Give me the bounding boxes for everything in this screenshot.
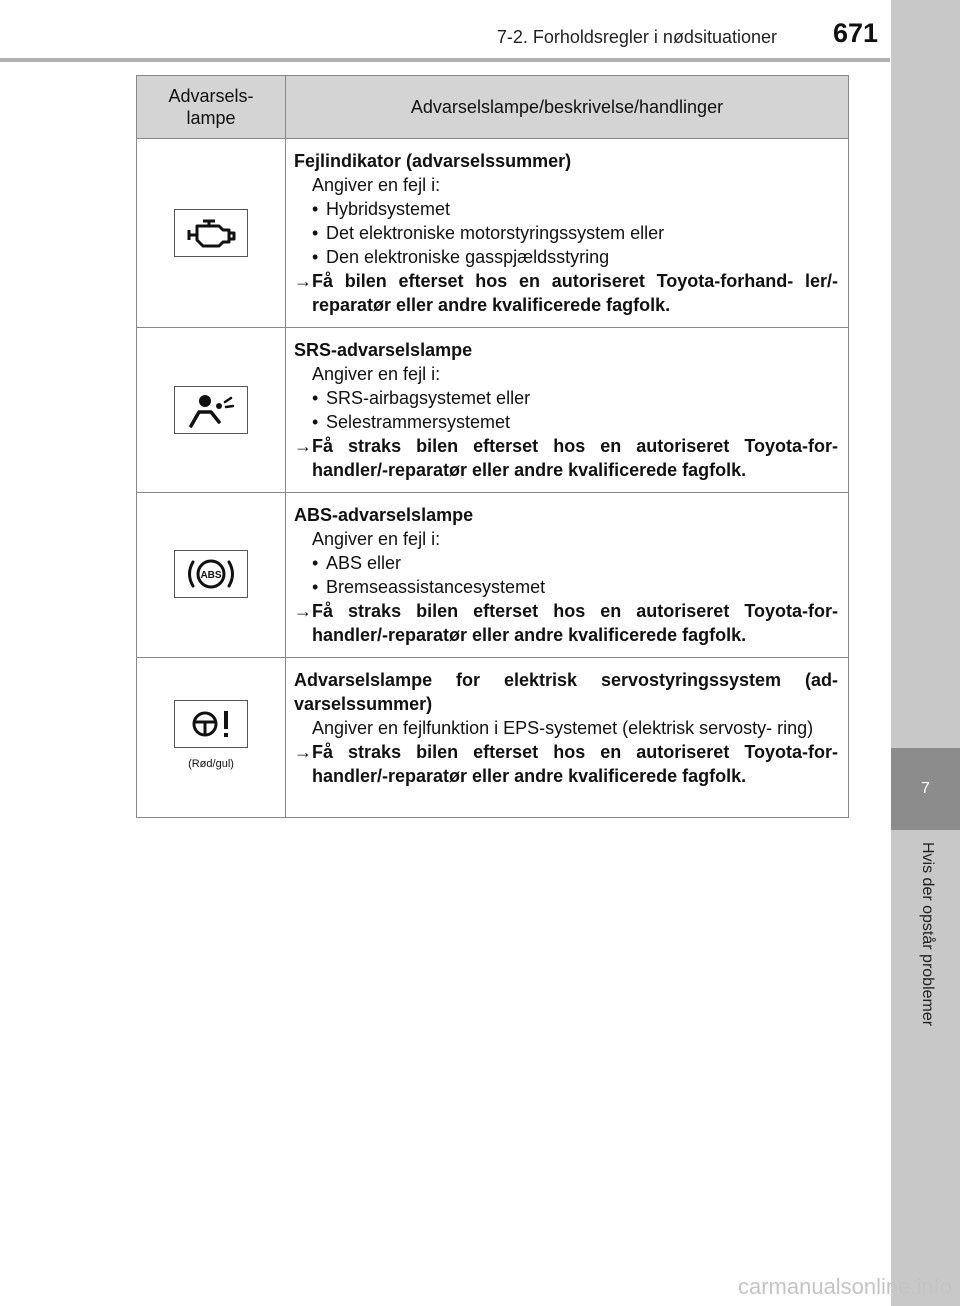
lamp-intro: Angiver en fejl i: xyxy=(312,175,441,195)
power-steering-icon xyxy=(174,700,248,748)
lamp-icon-cell xyxy=(137,328,286,493)
lamp-description-cell xyxy=(286,328,849,493)
lamp-title: Fejlindikator (advarselssummer) xyxy=(294,151,572,171)
lamp-description-cell xyxy=(286,658,849,818)
chapter-title: Hvis der opstår problemer xyxy=(919,842,936,1027)
chapter-sidebar xyxy=(891,0,960,1306)
section-title: 7-2. Forholdsregler i nødsituationer xyxy=(496,27,777,47)
list-item: • Bremseassistancesystemet xyxy=(312,577,546,597)
srs-airbag-icon xyxy=(174,386,248,434)
arrow-icon: → xyxy=(294,601,312,621)
arrow-icon: → xyxy=(294,742,312,762)
chapter-number: 7 xyxy=(921,780,930,797)
table-row xyxy=(137,493,849,658)
lamp-description-cell xyxy=(286,139,849,328)
lamp-icon-cell xyxy=(137,658,286,818)
list-item: • Det elektroniske motorstyringssystem eller xyxy=(312,223,665,243)
lamp-action: →Få straks bilen efterset hos en autoriseret Toyota-for- handler/-reparatør eller andre kvalificerede fagfolk. xyxy=(294,601,838,645)
list-item: • ABS eller xyxy=(312,553,402,573)
abs-icon xyxy=(174,550,248,598)
list-item: • SRS-airbagsystemet eller xyxy=(312,388,531,408)
lamp-intro: Angiver en fejlfunktion i EPS-systemet (elektrisk servosty- ring) xyxy=(312,718,814,738)
header-description-column: Advarselslampe/beskrivelse/handlinger xyxy=(286,76,849,139)
lamp-description-cell xyxy=(286,493,849,658)
table-row xyxy=(137,139,849,328)
svg-text:ABS: ABS xyxy=(200,570,222,581)
chapter-number-tab[interactable] xyxy=(891,748,960,830)
lamp-icon-cell xyxy=(137,139,286,328)
lamp-action: →Få straks bilen efterset hos en autoriseret Toyota-for- handler/-reparatør eller andre kvalificerede fagfolk. xyxy=(294,742,838,786)
lamp-action: →Få bilen efterset hos en autoriseret Toyota-forhand- ler/-reparatør eller andre kvalificerede fagfolk. xyxy=(294,271,838,315)
lamp-intro: Angiver en fejl i: xyxy=(312,364,441,384)
lamp-title: ABS-advarselslampe xyxy=(294,505,474,525)
lamp-intro: Angiver en fejl i: xyxy=(312,529,441,549)
list-item: • Hybridsystemet xyxy=(312,199,451,219)
watermark: carmanualsonline.info xyxy=(737,1274,952,1299)
check-engine-icon xyxy=(174,209,248,257)
lamp-title: SRS-advarselslampe xyxy=(294,340,473,360)
lamp-title: Advarselslampe for elektrisk servostyringssystem (ad- varselssummer) xyxy=(294,670,838,714)
header-lamp-column xyxy=(137,76,286,139)
table-header-row xyxy=(137,76,849,139)
lamp-icon-cell xyxy=(137,493,286,658)
lamp-action: →Få straks bilen efterset hos en autoriseret Toyota-for- handler/-reparatør eller andre kvalificerede fagfolk. xyxy=(294,436,838,480)
warning-lamp-table xyxy=(136,75,849,818)
icon-caption: (Rød/gul) xyxy=(188,757,234,770)
page-number: 671 xyxy=(832,18,878,48)
header-col1-line: lampe xyxy=(186,108,236,128)
table-row xyxy=(137,658,849,818)
arrow-icon: → xyxy=(294,436,312,456)
header-col1-line: Advarsels- xyxy=(168,86,254,106)
list-item: • Den elektroniske gasspjældsstyring xyxy=(312,247,610,267)
page-header xyxy=(0,0,890,62)
table-row xyxy=(137,328,849,493)
arrow-icon: → xyxy=(294,271,312,291)
list-item: • Selestrammersystemet xyxy=(312,412,511,432)
